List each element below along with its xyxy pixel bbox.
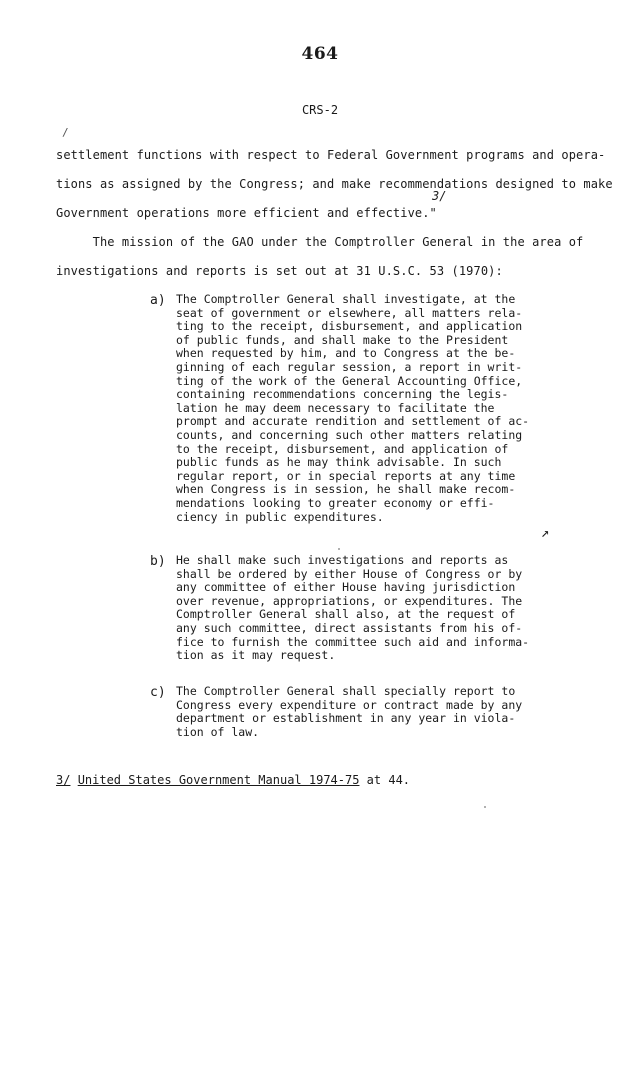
list-item-text: The Comptroller General shall specially report to Congress every expenditure or contract made by any department or establishment in any year in viola- tion of law.	[176, 684, 523, 739]
document-id: CRS-2	[301, 103, 339, 117]
intro-line: Government operations more efficient and effective."	[56, 206, 437, 220]
intro-line: tions as assigned by the Congress; and make recommendations designed to make	[56, 177, 613, 191]
stray-mark: /	[62, 126, 69, 139]
footnote-rest: at 44.	[359, 773, 411, 787]
footnote-number: 3/	[56, 773, 71, 787]
page-number: 464	[301, 44, 339, 64]
scan-speck	[338, 548, 340, 550]
list-marker: c)	[150, 685, 166, 700]
mission-line: The mission of the GAO under the Comptroller General in the area of	[56, 235, 584, 249]
list-marker: a)	[150, 293, 166, 308]
footnote-title: United States Government Manual 1974-75	[77, 773, 360, 787]
scan-speck	[484, 806, 486, 808]
margin-mark: ↗	[541, 525, 550, 541]
list-item-text: He shall make such investigations and reports as shall be ordered by either House of Congress or by any committee of either House having jurisdiction over revenue, appropriations, or expenditures. The Comptroller General shall also, at the request of any such committee, direct assistants from his of- fice to furnish the committee such aid and informa- tion as it may request.	[176, 553, 530, 663]
footnote	[56, 773, 410, 787]
footnote-reference: 3/	[432, 189, 447, 203]
list-item-text: The Comptroller General shall investigate, at the seat of government or elsewhere, all matters rela- ting to the receipt, disbursement, and application of public funds, and shall make to the President when requested by him, and to Congress at the be- ginning of each regular session, a report in writ- ting of the work of the General Accounting Office, containing recommendations concerning the legis- lation he may deem necessary to facilitate the prompt and accurate rendition and settlement of ac- counts, and concerning such other matters relating to the receipt, disbursement, and application of public funds as he may think advisable. In such regular report, or in special reports at any time when Congress is in session, he shall make recom- mendations looking to greater economy or effi- ciency in public expenditures.	[176, 292, 530, 524]
intro-line: settlement functions with respect to Federal Government programs and opera-	[56, 148, 606, 162]
list-marker: b)	[150, 554, 166, 569]
mission-line: investigations and reports is set out at 31 U.S.C. 53 (1970):	[56, 264, 503, 278]
